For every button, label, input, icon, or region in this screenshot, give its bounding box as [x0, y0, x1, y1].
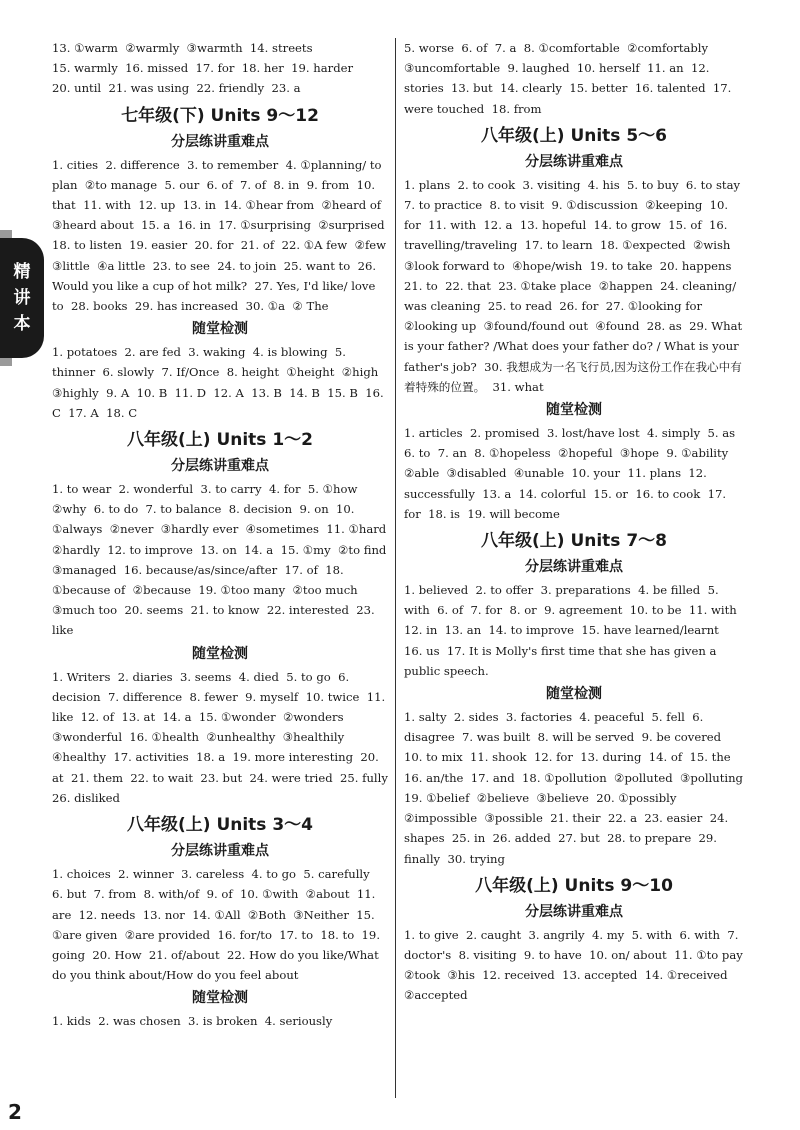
section-heading: 随堂检测: [192, 645, 248, 662]
unit-heading: 八年级(上) Units 9～10: [475, 875, 673, 896]
answer-paragraph: 1. believed 2. to offer 3. preparations 4. be filled 5. with 6. of 7. for 8. or 9. agreement 10. to be 11. with 12. in 13. an 14. to improve 15. have learned/learnt 16. us 17. It is Molly's first time that she has given a public speech.: [404, 583, 745, 678]
answer-paragraph: 1. choices 2. winner 3. careless 4. to go 5. carefully 6. but 7. from 8. with/of 9. of 10. ①with ②about 11. are 12. needs 13. nor 14. ①All ②Both ③Neither 15. ①are given ②are provided 16. for/to 17. to 18. to 19. going 20. How 21. of/about 22. How do you like/What do you think about/How do you feel about: [52, 867, 384, 983]
unit-heading: 八年级(上) Units 7～8: [480, 531, 667, 552]
right-column: [404, 38, 751, 1006]
answer-paragraph: 13. ①warm ②warmly ③warmth 14. streets: [52, 41, 313, 55]
answer-paragraph: 20. until 21. was using 22. friendly 23. a: [52, 81, 301, 96]
side-tab-char: 精: [13, 262, 31, 282]
left-column: [52, 38, 396, 1032]
side-tab: [0, 238, 44, 358]
answer-paragraph: 1. cities 2. difference 3. to remember 4. ①planning/ to plan ②to manage 5. our 6. of 7. of 8. in 9. from 10. that 11. with 12. up 13. in 14. ①hear from ②heard of ③heard about 15. a 16. in 17. ①surprising ②surprised 18. to listen 19. easier 20. for 21. of 22. ①A few ②few ③little ④a little 23. to see 24. to join 25. want to 26. Would you like a cup of hot milk? 27. Yes, I'd like/ love to 28. books 29. has increased 30. ①a ② The: [52, 157, 394, 314]
answer-paragraph: 15. warmly 16. missed 17. for 18. her 19. harder: [52, 61, 354, 76]
section-heading: 分层练讲重难点: [525, 153, 623, 170]
answer-paragraph: 1. to wear 2. wonderful 3. to carry 4. for 5. ①how ②why 6. to do 7. to balance 8. decision 9. on 10. ①always ②never ③hardly ever ④sometimes 11. ①hard ②hardly 12. to improve 13. on 14. a 15. ①my ②to find ③managed 16. because/as/since/after 17. of 18. ①because of ②because 19. ①too many ②too much ③much too 20. seems 21. to know 22. interested 23. like: [52, 482, 394, 638]
side-tab-char: 本: [13, 314, 31, 334]
section-heading: 分层练讲重难点: [171, 133, 269, 150]
answer-paragraph: 5. worse 6. of 7. a 8. ①comfortable ②comfortably ③uncomfortable 9. laughed 10. herself 11. an 12. stories 13. but 14. clearly 15. better 16. talented 17. were touched 18. from: [404, 41, 735, 116]
unit-heading: 八年级(上) Units 5～6: [480, 125, 667, 146]
section-heading: 随堂检测: [546, 402, 602, 419]
unit-heading: 八年级(上) Units 3～4: [126, 815, 313, 836]
answer-paragraph: 1. articles 2. promised 3. lost/have lost 4. simply 5. as 6. to 7. an 8. ①hopeless ②hopeful ③hope 9. ①ability ②able ③disabled ④unable 10. your 11. plans 12. successfully 13. a 14. colorful 15. or 16. to cook 17. for 18. is 19. will become: [404, 426, 743, 521]
section-heading: 分层练讲重难点: [171, 843, 269, 860]
section-heading: 随堂检测: [192, 990, 248, 1007]
answer-paragraph: 1. Writers 2. diaries 3. seems 4. died 5. to go 6. decision 7. difference 8. fewer 9. myself 10. twice 11. like 12. of 13. at 14. a 15. ①wonder ②wonders ③wonderful 16. ①health ②unhealthy ③healthily ④healthy 17. activities 18. a 19. more interesting 20. at 21. them 22. to wait 23. but 24. were tried 25. fully 26. disliked: [52, 669, 396, 805]
section-heading: 随堂检测: [192, 321, 248, 338]
section-heading: 分层练讲重难点: [171, 458, 269, 475]
page-number: 2: [8, 1100, 22, 1124]
answer-paragraph: 1. salty 2. sides 3. factories 4. peaceful 5. fell 6. disagree 7. was built 8. will be served 9. be covered 10. to mix 11. shook 12. for 13. during 14. of 15. the 16. an/the 17. and 18. ①pollution ②polluted ③polluting 19. ①belief ②believe ③believe 20. ①possibly ②impossible ③possible 21. their 22. a 23. easier 24. shapes 25. in 26. added 27. but 28. to prepare 29. finally 30. trying: [404, 710, 751, 866]
side-tab-char: 讲: [13, 288, 31, 308]
section-heading: 分层练讲重难点: [525, 559, 623, 576]
answer-paragraph: 1. to give 2. caught 3. angrily 4. my 5. with 6. with 7. doctor's 8. visiting 9. to have 10. on/ about 11. ①to pay ②took ③his 12. received 13. accepted 14. ①received ②accepted: [404, 927, 751, 1003]
answer-paragraph: 1. kids 2. was chosen 3. is broken 4. seriously: [52, 1014, 333, 1029]
section-heading: 随堂检测: [546, 686, 602, 703]
unit-heading: 七年级(下) Units 9～12: [121, 105, 319, 126]
answer-paragraph: 1. potatoes 2. are fed 3. waking 4. is blowing 5. thinner 6. slowly 7. If/Once 8. height ①height ②high ③highly 9. A 10. B 11. D 12. A 13. B 14. B 15. B 16. C 17. A 18. C: [52, 345, 388, 420]
column-divider: [395, 38, 396, 1098]
section-heading: 分层练讲重难点: [525, 903, 623, 920]
unit-heading: 八年级(上) Units 1～2: [126, 430, 313, 451]
answer-paragraph: 1. plans 2. to cook 3. visiting 4. his 5. to buy 6. to stay 7. to practice 8. to visit 9. ①discussion ②keeping 10. for 11. with 12. a 13. hopeful 14. to grow 15. of 16. travelling/traveling 17. to learn 18. ①expected ②wish ③look forward to ④hope/wish 19. to take 20. happens 21. to 22. that 23. ①take place ②happen 24. cleaning/ was cleaning 25. to read 26. for 27. ①looking for ②looking up ③found/found out ④found 28. as 29. What is your father? /What does your father do? / What is your father's job? 30. 我想成为一名飞行员,因为这份工作在我心中有着特殊的位置。 31. what: [404, 177, 748, 394]
